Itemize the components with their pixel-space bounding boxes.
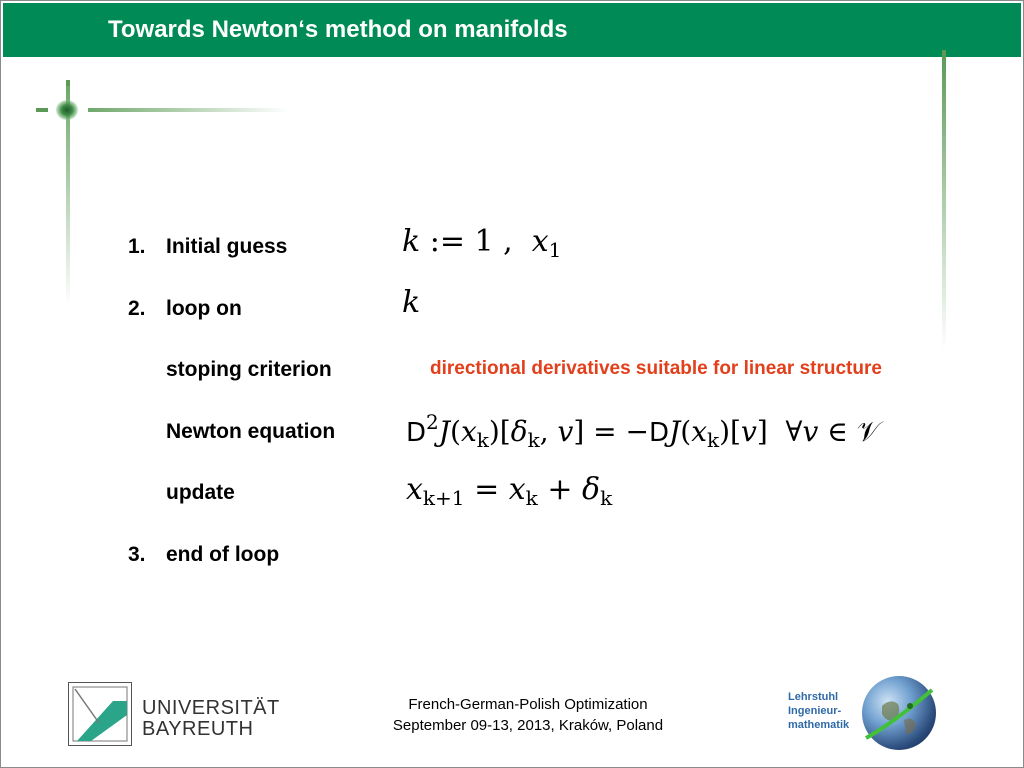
university-line2: BAYREUTH xyxy=(142,718,254,740)
decor-line-right xyxy=(942,50,946,350)
step-2-number: 2. xyxy=(128,297,146,320)
university-wordmark xyxy=(142,698,280,740)
title-bar xyxy=(3,3,1021,57)
slide-title: Towards Newton‘s method on manifolds xyxy=(108,16,568,43)
chair-line1: Lehrstuhl xyxy=(788,691,839,703)
step-2-label: loop on xyxy=(166,297,242,320)
step-3-number: 3. xyxy=(128,543,146,566)
decor-dot xyxy=(56,100,78,120)
globe-logo-icon xyxy=(862,676,936,750)
step-1-number: 1. xyxy=(128,235,146,258)
formula-initial-guess: k := 1 , $x_1$ xyxy=(402,224,562,262)
formula-loop-variable: k xyxy=(402,285,421,320)
chair-line3: mathematik xyxy=(788,719,850,731)
footer-conference xyxy=(360,694,696,736)
formula-update: $x_{k+1} = x_k + \delta_k$ xyxy=(406,472,613,510)
decor-line-horizontal xyxy=(88,108,288,112)
footer-line2: September 09-13, 2013, Kraków, Poland xyxy=(392,717,664,734)
chair-line2: Ingenieur- xyxy=(788,705,842,717)
decor-line-horizontal-left xyxy=(36,108,48,112)
step-1-label: Initial guess xyxy=(166,235,288,258)
step-newton-label: Newton equation xyxy=(166,420,336,443)
formula-newton-equation: $D^2J(x_k)[\delta_k$, $v] = -DJ(x_k)[v]$ ∀v ∈ 𝒱 xyxy=(406,410,881,452)
step-3-label: end of loop xyxy=(166,543,280,566)
chair-wordmark xyxy=(788,690,849,732)
university-line1: UNIVERSITÄT xyxy=(142,697,280,719)
step-stopping-label: stoping criterion xyxy=(166,358,332,381)
university-logo xyxy=(68,682,132,746)
step-update-label: update xyxy=(166,481,235,504)
footer-line1: French-German-Polish Optimization xyxy=(408,696,648,713)
annotation-text: directional derivatives suitable for linear structure xyxy=(430,358,882,379)
